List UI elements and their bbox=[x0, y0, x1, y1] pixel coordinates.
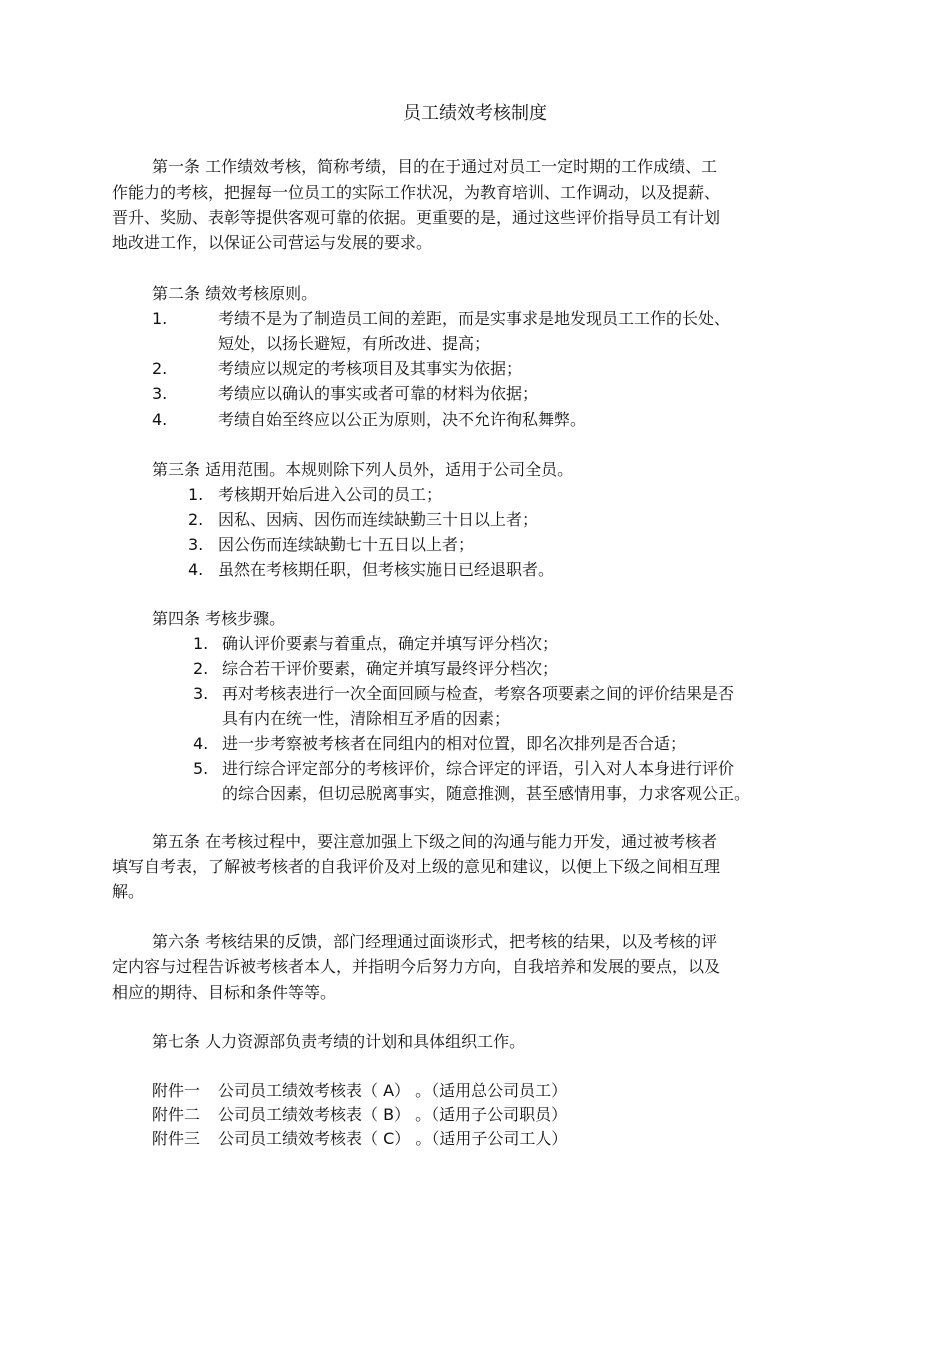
list-item-text: 的综合因素，但切忌脱离事实，随意推测，甚至感情用事，力求客观公正。 bbox=[222, 784, 751, 803]
list-item-text: 确认评价要素与着重点，确定并填写评分档次； bbox=[222, 634, 559, 653]
list-item-text: 进一步考察被考核者在同组内的相对位置，即名次排列是否合适； bbox=[222, 734, 687, 753]
list-item-number: 4. bbox=[152, 410, 168, 429]
article-6-line: 定内容与过程告诉被考核者本人，并指明今后努力方向，自我培养和发展的要点，以及 bbox=[112, 957, 721, 976]
article-3-heading: 第三条 适用范围。本规则除下列人员外，适用于公司全员。 bbox=[152, 460, 574, 479]
list-item-text: 综合若干评价要素，确定并填写最终评分档次； bbox=[222, 659, 559, 678]
article-2-heading: 第二条 绩效考核原则。 bbox=[152, 284, 318, 303]
list-item-number: 2. bbox=[193, 659, 209, 678]
list-item-text: 考核期开始后进入公司的员工； bbox=[218, 485, 443, 504]
attachment-label: 附件三 bbox=[152, 1129, 201, 1148]
list-item-number: 1. bbox=[193, 634, 209, 653]
list-item-text: 因私、因病、因伤而连续缺勤三十日以上者； bbox=[218, 510, 539, 529]
list-item-number: 3. bbox=[152, 384, 168, 403]
attachment-text: 公司员工绩效考核表（ B） 。（适用子公司职员） bbox=[218, 1105, 568, 1124]
article-5-line: 填写自考表，了解被考核者的自我评价及对上级的意见和建议，以便上下级之间相互理 bbox=[112, 857, 721, 876]
article-6-line: 相应的期待、目标和条件等等。 bbox=[112, 983, 337, 1002]
list-item-text: 虽然在考核期任职，但考核实施日已经退职者。 bbox=[218, 560, 555, 579]
list-item-text: 考绩不是为了制造员工间的差距，而是实事求是地发现员工工作的长处、 bbox=[218, 309, 731, 328]
article-1-line: 作能力的考核，把握每一位员工的实际工作状况，为教育培训、工作调动，以及提薪、 bbox=[112, 183, 721, 202]
list-item-text: 考绩应以规定的考核项目及其事实为依据； bbox=[218, 359, 523, 378]
list-item-text: 进行综合评定部分的考核评价，综合评定的评语，引入对人本身进行评价 bbox=[222, 759, 735, 778]
list-item-number: 2. bbox=[152, 359, 168, 378]
attachment-text: 公司员工绩效考核表（ C） 。（适用子公司工人） bbox=[218, 1129, 568, 1148]
article-5-line: 解。 bbox=[112, 882, 145, 901]
list-item-number: 3. bbox=[188, 535, 204, 554]
article-4-heading: 第四条 考核步骤。 bbox=[152, 609, 286, 628]
list-item-number: 2. bbox=[188, 510, 204, 529]
list-item-text: 考绩自始至终应以公正为原则，决不允许徇私舞弊。 bbox=[218, 410, 587, 429]
list-item-number: 3. bbox=[193, 684, 209, 703]
article-1-line: 第一条 工作绩效考核，简称考绩，目的在于通过对员工一定时期的工作成绩、工 bbox=[152, 157, 718, 176]
list-item-number: 1. bbox=[188, 485, 204, 504]
attachment-label: 附件一 bbox=[152, 1081, 201, 1100]
list-item-number: 5. bbox=[193, 759, 209, 778]
list-item-text: 考绩应以确认的事实或者可靠的材料为依据； bbox=[218, 384, 539, 403]
article-7: 第七条 人力资源部负责考绩的计划和具体组织工作。 bbox=[152, 1032, 526, 1051]
list-item-number: 4. bbox=[193, 734, 209, 753]
list-item-text: 具有内在统一性，清除相互矛盾的因素； bbox=[222, 709, 511, 728]
list-item-text: 再对考核表进行一次全面回顾与检查，考察各项要素之间的评价结果是否 bbox=[222, 684, 735, 703]
list-item-text: 短处，以扬长避短，有所改进、提高； bbox=[218, 334, 491, 353]
article-6-line: 第六条 考核结果的反馈，部门经理通过面谈形式，把考核的结果，以及考核的评 bbox=[152, 932, 718, 951]
attachment-text: 公司员工绩效考核表（ A） 。（适用总公司员工） bbox=[218, 1081, 568, 1100]
document-title: 员工绩效考核制度 bbox=[403, 103, 547, 124]
list-item-text: 因公伤而连续缺勤七十五日以上者； bbox=[218, 535, 475, 554]
article-1-line: 地改进工作，以保证公司营运与发展的要求。 bbox=[112, 233, 433, 252]
attachment-label: 附件二 bbox=[152, 1105, 201, 1124]
article-1-line: 晋升、奖励、表彰等提供客观可靠的依据。更重要的是，通过这些评价指导员工有计划 bbox=[112, 208, 721, 227]
article-5-line: 第五条 在考核过程中，要注意加强上下级之间的沟通与能力开发，通过被考核者 bbox=[152, 832, 718, 851]
list-item-number: 1. bbox=[152, 309, 168, 328]
list-item-number: 4. bbox=[188, 560, 204, 579]
